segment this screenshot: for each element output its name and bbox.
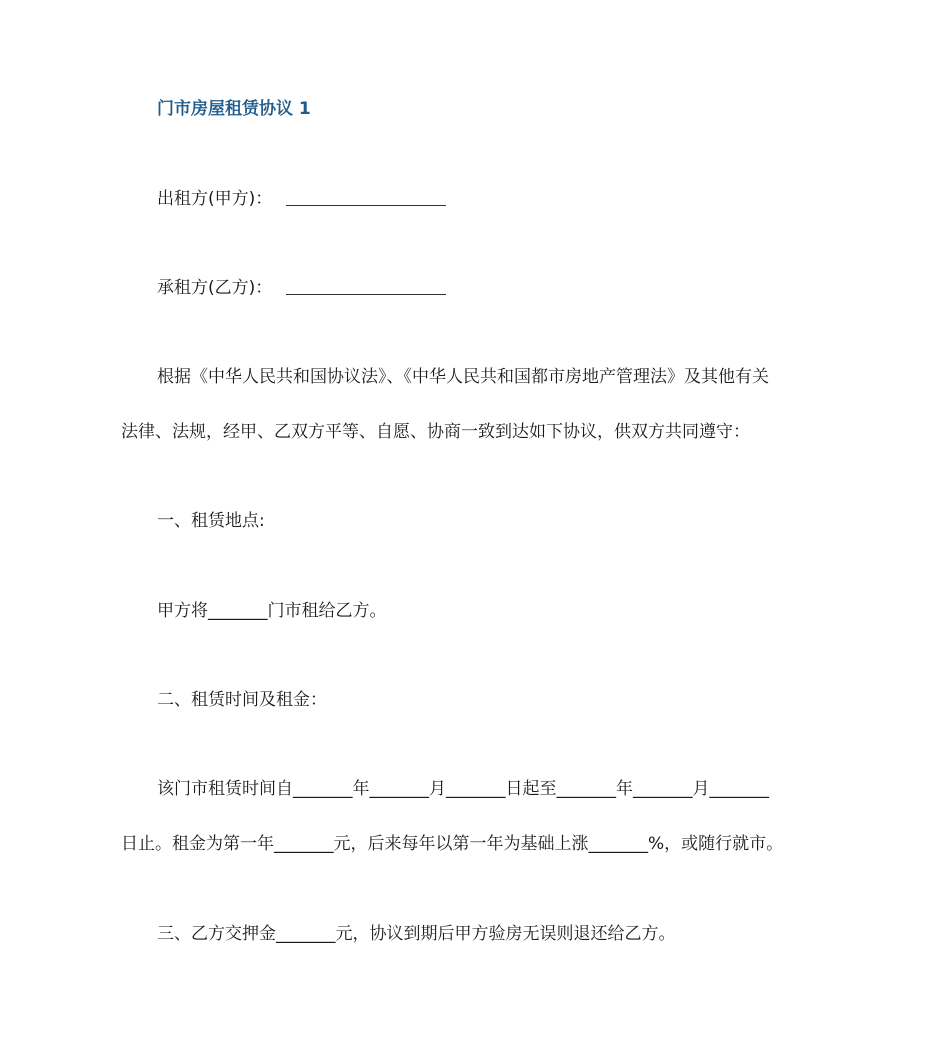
section-2-heading: 二、租赁时间及租金： [157, 690, 327, 710]
intro-paragraph-line-2: 法律、法规，经甲、乙双方平等、自愿、协商一致到达如下协议，供双方共同遵守： [121, 422, 750, 442]
lessor-blank [286, 187, 446, 206]
intro-paragraph-line-1: 根据《中华人民共和国协议法》、《中华人民共和国都市房地产管理法》及其他有关 [157, 367, 769, 387]
lessor-label: 出租方(甲方)： [157, 189, 273, 209]
lessee-blank [286, 276, 446, 295]
lessee-label: 承租方(乙方)： [157, 278, 273, 298]
section-1-heading: 一、租赁地点: [157, 511, 265, 531]
section-2-paragraph-line-2: 日止。租金为第一年_______元，后来每年以第一年为基础上涨_______%，或随行就市。 [121, 834, 784, 854]
document-title: 门市房屋租赁协议 1 [157, 99, 311, 119]
lessee-line [157, 276, 877, 300]
section-1-text: 甲方将_______门市租给乙方。 [157, 601, 387, 621]
section-2-paragraph-line-1: 该门市租赁时间自_______年_______月_______日起至_______年_______月_______ [157, 779, 769, 799]
section-3-text: 三、乙方交押金_______元，协议到期后甲方验房无误则退还给乙方。 [157, 924, 676, 944]
lessor-line [157, 187, 877, 211]
